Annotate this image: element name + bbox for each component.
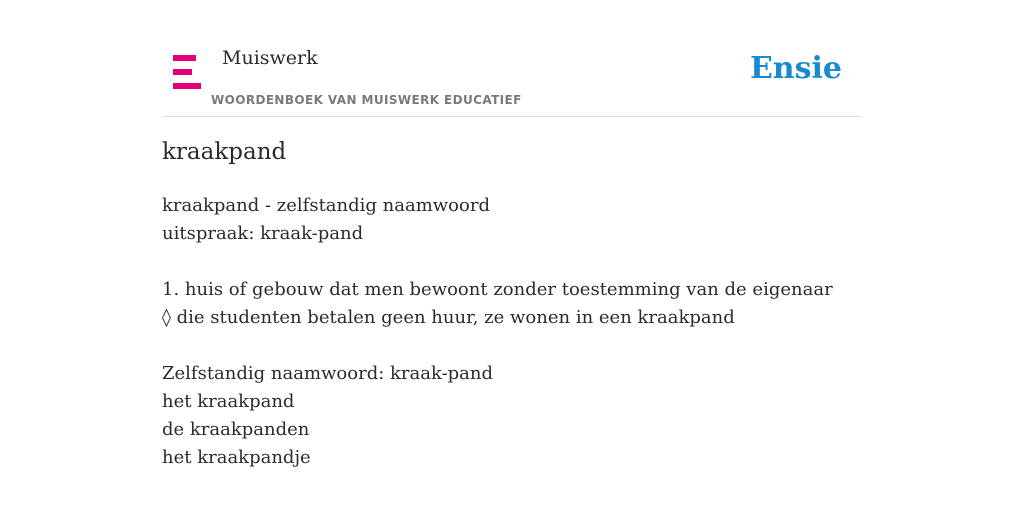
muiswerk-logo-icon[interactable] (173, 55, 201, 89)
pronunciation-line: uitspraak: kraak-pand (162, 223, 364, 244)
example-line: ◊ die studenten betalen geen huur, ze wonen in een kraakpand (162, 307, 735, 328)
site-header (162, 40, 862, 117)
spacer (162, 248, 862, 276)
part-of-speech-line: kraakpand - zelfstandig naamwoord (162, 195, 490, 216)
grammar-heading: Zelfstandig naamwoord: kraak-pand (162, 363, 494, 384)
word-form: het kraakpand (162, 391, 295, 412)
ensie-logo[interactable]: Ensie (749, 51, 842, 86)
spacer (162, 332, 862, 360)
site-subtitle: WOORDENBOEK VAN MUISWERK EDUCATIEF (211, 93, 522, 107)
word-form: het kraakpandje (162, 447, 311, 468)
definition-line: 1. huis of gebouw dat men bewoont zonder toestemming van de eigenaar (162, 279, 833, 300)
site-name[interactable]: Muiswerk (222, 47, 318, 69)
entry-content (162, 192, 862, 472)
word-form: de kraakpanden (162, 419, 310, 440)
page-title: kraakpand (162, 139, 287, 165)
